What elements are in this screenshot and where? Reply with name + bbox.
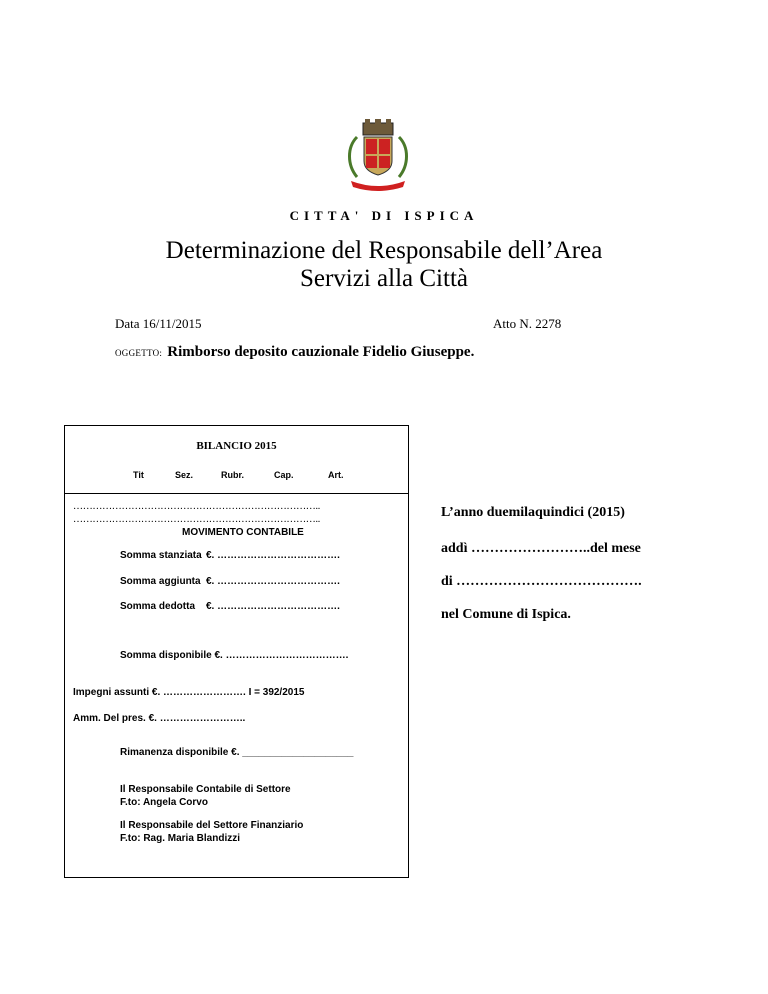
city-name: CITTA' DI ISPICA [289,208,479,223]
impegni-assunti: Impegni assunti €. ……………………. I = 392/2015 [73,687,305,698]
atto-number: Atto N. 2278 [493,316,562,331]
somma-disponibile: Somma disponibile €. ………………………………. [120,650,349,661]
comune-line: nel Comune di Ispica. [441,607,571,622]
addi-line: addì ……………………..del mese [441,541,641,556]
column-cap: Cap. [274,470,294,480]
somma-stanziata-label: Somma stanziata [120,550,202,561]
bilancio-title: BILANCIO 2015 [196,440,277,452]
anno-line: L’anno duemilaquindici (2015) [441,505,625,520]
column-art: Art. [328,470,344,480]
title-line-1: Determinazione del Responsabile dell’Area [165,237,603,264]
city-crest-icon [343,115,413,195]
responsabile-finanziario-name: F.to: Rag. Maria Blandizzi [120,833,241,844]
dotted-line-2: ………………………………………………………………….. [73,514,320,525]
oggetto-label: OGGETTO: [115,348,163,358]
column-rubr: Rubr. [221,470,245,480]
bilancio-header [65,426,408,494]
dotted-line-1: ………………………………………………………………….. [73,501,320,512]
oggetto-text: Rimborso deposito cauzionale Fidelio Giuseppe. [167,344,475,360]
column-tit: Tit [133,470,144,480]
responsabile-contabile-title: Il Responsabile Contabile di Settore [120,784,291,795]
bilancio-box [64,425,409,878]
document-title [0,237,768,293]
oggetto [115,344,474,361]
responsabile-finanziario-title: Il Responsabile del Settore Finanziario [120,820,304,831]
movimento-contabile: MOVIMENTO CONTABILE [182,527,304,538]
somma-aggiunta-value: €. ………………………………. [206,576,340,587]
somma-aggiunta-label: Somma aggiunta [120,576,201,587]
column-sez: Sez. [175,470,194,480]
title-line-2: Servizi alla Città [299,265,468,292]
document-date: Data 16/11/2015 [115,316,202,331]
rimanenza-disponibile: Rimanenza disponibile €. ____________________ [120,747,354,758]
somma-dedotta-label: Somma dedotta [120,601,196,612]
responsabile-contabile-name: F.to: Angela Corvo [120,797,208,808]
amm-del-pres: Amm. Del pres. €. …………………….. [73,713,246,724]
mese-line: di …………………………………. [441,574,642,589]
somma-dedotta-value: €. ………………………………. [206,601,340,612]
somma-stanziata-value: €. ………………………………. [206,550,340,561]
